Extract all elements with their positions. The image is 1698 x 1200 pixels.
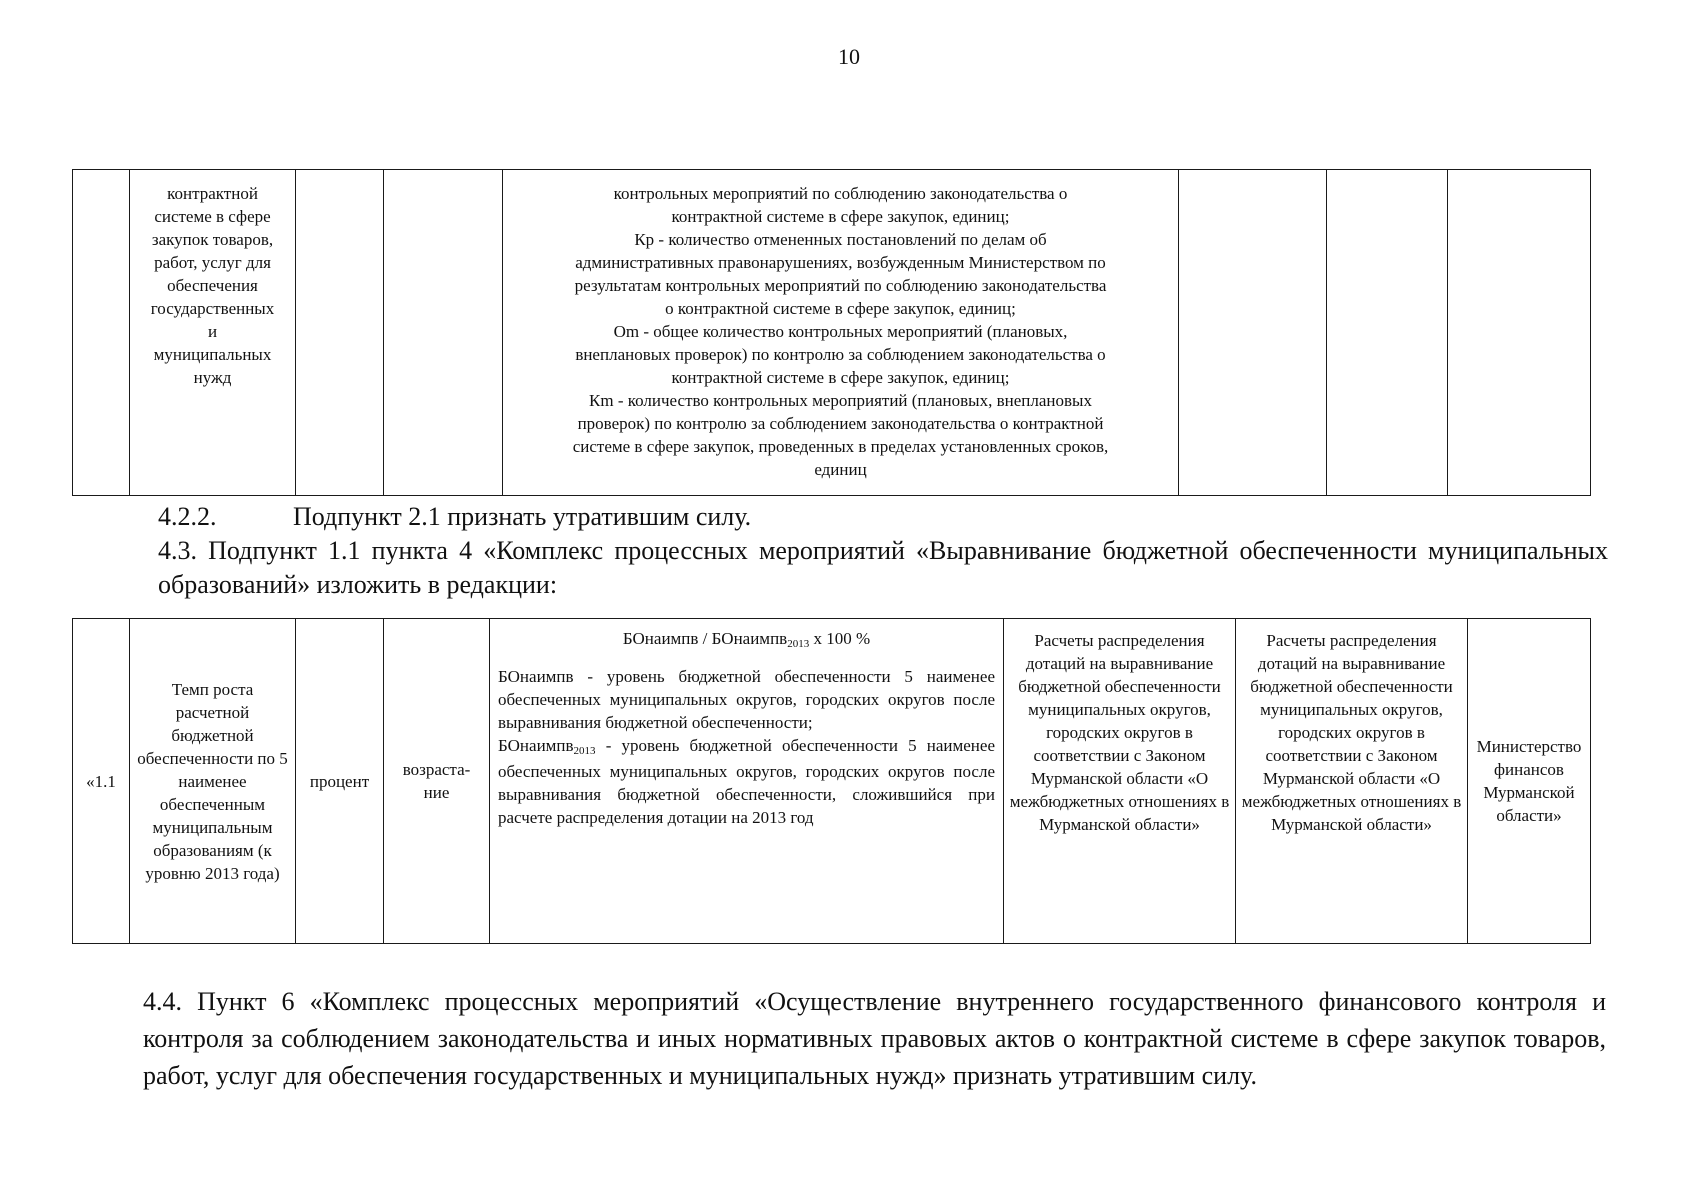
cell-indicator-name: контрактной системе в сфере закупок товаров, работ, услуг для обеспечения государственных и муниципальных нужд xyxy=(130,170,296,496)
cell-unit xyxy=(296,170,384,496)
paragraph-4-3: 4.3. Подпункт 1.1 пункта 4 «Комплекс процессных мероприятий «Выравнивание бюджетной обеспеченности муниципальных образований» изложить в редакции: xyxy=(158,536,1608,599)
cell-trend: возраста- ние xyxy=(384,619,490,944)
paragraph-4-2-2: 4.2.2. Подпункт 2.1 признать утратившим силу. xyxy=(158,502,752,531)
table-continuation xyxy=(72,169,1591,496)
indicator-table xyxy=(72,618,1591,944)
cell-formula xyxy=(490,619,1004,944)
formula-definition-1: БОнаимпв - уровень бюджетной обеспеченности 5 наименее обеспеченных муниципальных округов, городских округов после выравнивания бюджетной обеспеченности; xyxy=(498,667,995,732)
formula-expression: БОнаимпв / БОнаимпв$_{2013}$ х 100 % xyxy=(622,629,871,650)
cell-responsible: Министерство финансов Мурманской области» xyxy=(1468,619,1591,944)
cell-source-1 xyxy=(1179,170,1327,496)
cell-source-2 xyxy=(1327,170,1448,496)
cell-responsible xyxy=(1448,170,1591,496)
cell-row-number: «1.1 xyxy=(73,619,130,944)
cell-source-2: Расчеты распределения дотаций на выравнивание бюджетной обеспеченности муниципальных округов, городских округов в соответствии с Законом Мурманской области «О межбюджетных отношениях в Мурманской области» xyxy=(1236,619,1468,944)
paragraph-4-4: 4.4. Пункт 6 «Комплекс процессных мероприятий «Осуществление внутреннего государственного финансового контроля и контроля за соблюдением законодательства и иных нормативных правовых актов о контрактной системе в сфере закупок товаров, работ, услуг для обеспечения государственных и муниципальных нужд» признать утратившим силу. xyxy=(143,987,1606,1090)
cell-trend xyxy=(384,170,503,496)
formula-definition-2: БОнаимпв$_{2013}$ - уровень бюджетной обеспеченности 5 наименее обеспеченных муниципальных округов, городских округов после выравнивания бюджетной обеспеченности, сложившийся при расчете распределения дотации на 2013 год xyxy=(498,736,995,827)
page-number: 10 xyxy=(838,44,860,69)
cell-unit: процент xyxy=(296,619,384,944)
cell-formula-definitions: контрольных мероприятий по соблюдению законодательства о контрактной системе в сфере закупок, единиц; Кр - количество отмененных постановлений по делам об административных правонарушениях, возбужденным Министерством по результатам контрольных мероприятий по соблюдению законодательства о контрактной системе в сфере закупок, единиц; Оm - общее количество контрольных мероприятий (плановых, внеплановых проверок) по контролю за соблюдением законодательства о контрактной системе в сфере закупок, единиц; Кm - количество контрольных мероприятий (плановых, внеплановых проверок) по контролю за соблюдением законодательства о контрактной системе в сфере закупок, проведенных в пределах установленных сроков, единиц xyxy=(503,170,1179,496)
cell-indicator-name: Темп роста расчетной бюджетной обеспеченности по 5 наименее обеспеченным муниципальным образованиям (к уровню 2013 года) xyxy=(130,619,296,944)
cell-source-1: Расчеты распределения дотаций на выравнивание бюджетной обеспеченности муниципальных округов, городских округов в соответствии с Законом Мурманской области «О межбюджетных отношениях в Мурманской области» xyxy=(1004,619,1236,944)
cell-number xyxy=(73,170,130,496)
